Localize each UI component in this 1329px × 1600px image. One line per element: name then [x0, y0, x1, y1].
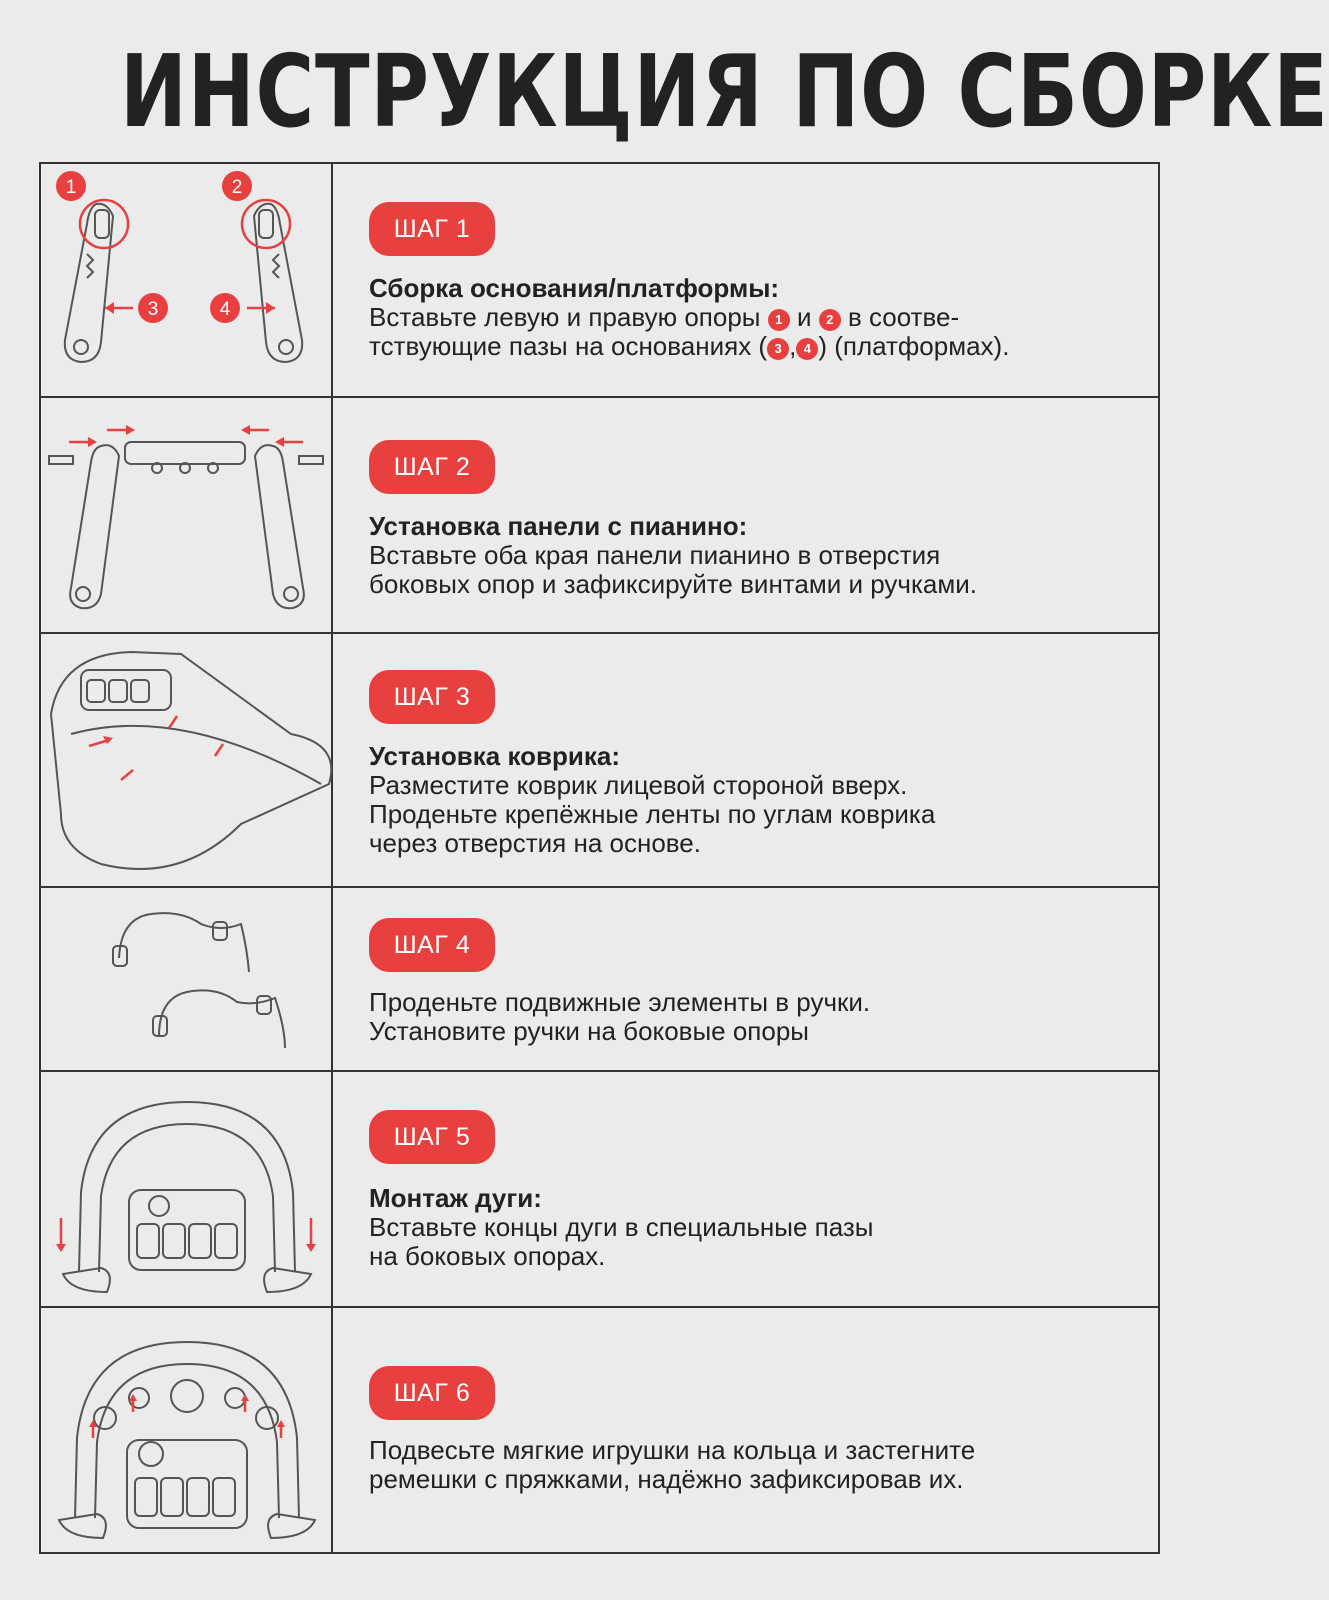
- step-3-line-2: Проденьте крепёжные ленты по углам коврика: [369, 799, 936, 829]
- step-1-line-1: Вставьте левую и правую опоры 1 и 2 в соотве-: [369, 302, 960, 332]
- step-2-illustration: [41, 398, 333, 632]
- num-dot-1: 1: [768, 309, 790, 331]
- step-3-line-3: через отверстия на основе.: [369, 828, 701, 858]
- step-4-illustration: [41, 888, 333, 1070]
- svg-text:1: 1: [65, 177, 77, 198]
- step-3-description: [369, 742, 1138, 858]
- step-6-line-2: ремешки с пряжками, надёжно зафиксировав их.: [369, 1464, 964, 1494]
- step-2-description: [369, 512, 1138, 599]
- step-1-line-2: тствующие пазы на основаниях ( 3 , 4 ) (платформах).: [369, 331, 1010, 361]
- step-5-illustration: [41, 1072, 333, 1306]
- step-6-description: [369, 1436, 1138, 1494]
- svg-text:4: 4: [219, 299, 231, 320]
- step-2-line-1: Вставьте оба края панели пианино в отверстия: [369, 540, 941, 570]
- step-4-description: [369, 988, 1138, 1046]
- step-2-badge: ШАГ 2: [369, 440, 495, 494]
- step-3-heading: Установка коврика:: [369, 741, 620, 771]
- step-5-heading: Монтаж дуги:: [369, 1183, 542, 1213]
- step-4-line-1: Проденьте подвижные элементы в ручки.: [369, 987, 871, 1017]
- step-3-line-1: Разместите коврик лицевой стороной вверх.: [369, 770, 908, 800]
- step-row-5: [41, 1072, 1158, 1308]
- num-dot-2: 2: [819, 309, 841, 331]
- arch-diagram: [41, 1072, 333, 1306]
- step-row-4: [41, 888, 1158, 1072]
- step-row-6: [41, 1308, 1158, 1552]
- step-5-description: [369, 1184, 1138, 1271]
- svg-text:2: 2: [231, 177, 243, 198]
- step-1-badge: ШАГ 1: [369, 202, 495, 256]
- page-title: ИНСТРУКЦИЯ ПО СБОРКЕ: [120, 33, 1329, 150]
- step-4-line-2: Установите ручки на боковые опоры: [369, 1016, 809, 1046]
- toys-diagram: [41, 1308, 333, 1550]
- step-1-heading: Сборка основания/платформы:: [369, 273, 780, 303]
- step-2-line-2: боковых опор и зафиксируйте винтами и ручками.: [369, 569, 977, 599]
- handles-diagram: [41, 888, 333, 1070]
- piano-panel-diagram: [41, 398, 333, 632]
- svg-text:3: 3: [147, 299, 159, 320]
- step-6-illustration: [41, 1308, 333, 1552]
- num-dot-3: 3: [767, 338, 789, 360]
- num-dot-4: 4: [796, 338, 818, 360]
- steps-table: [39, 162, 1160, 1554]
- step-3-illustration: [41, 634, 333, 886]
- play-mat-diagram: [41, 634, 333, 886]
- step-6-line-1: Подвесьте мягкие игрушки на кольца и застегните: [369, 1435, 976, 1465]
- support-legs-diagram: [41, 164, 333, 396]
- step-row-2: [41, 398, 1158, 634]
- step-4-badge: ШАГ 4: [369, 918, 495, 972]
- step-5-line-1: Вставьте концы дуги в специальные пазы: [369, 1212, 874, 1242]
- step-row-3: [41, 634, 1158, 888]
- step-1-illustration: [41, 164, 333, 396]
- step-5-line-2: на боковых опорах.: [369, 1241, 606, 1271]
- step-row-1: [41, 164, 1158, 398]
- step-5-badge: ШАГ 5: [369, 1110, 495, 1164]
- step-3-badge: ШАГ 3: [369, 670, 495, 724]
- step-1-description: [369, 274, 1138, 361]
- step-6-badge: ШАГ 6: [369, 1366, 495, 1420]
- step-2-heading: Установка панели с пианино:: [369, 511, 748, 541]
